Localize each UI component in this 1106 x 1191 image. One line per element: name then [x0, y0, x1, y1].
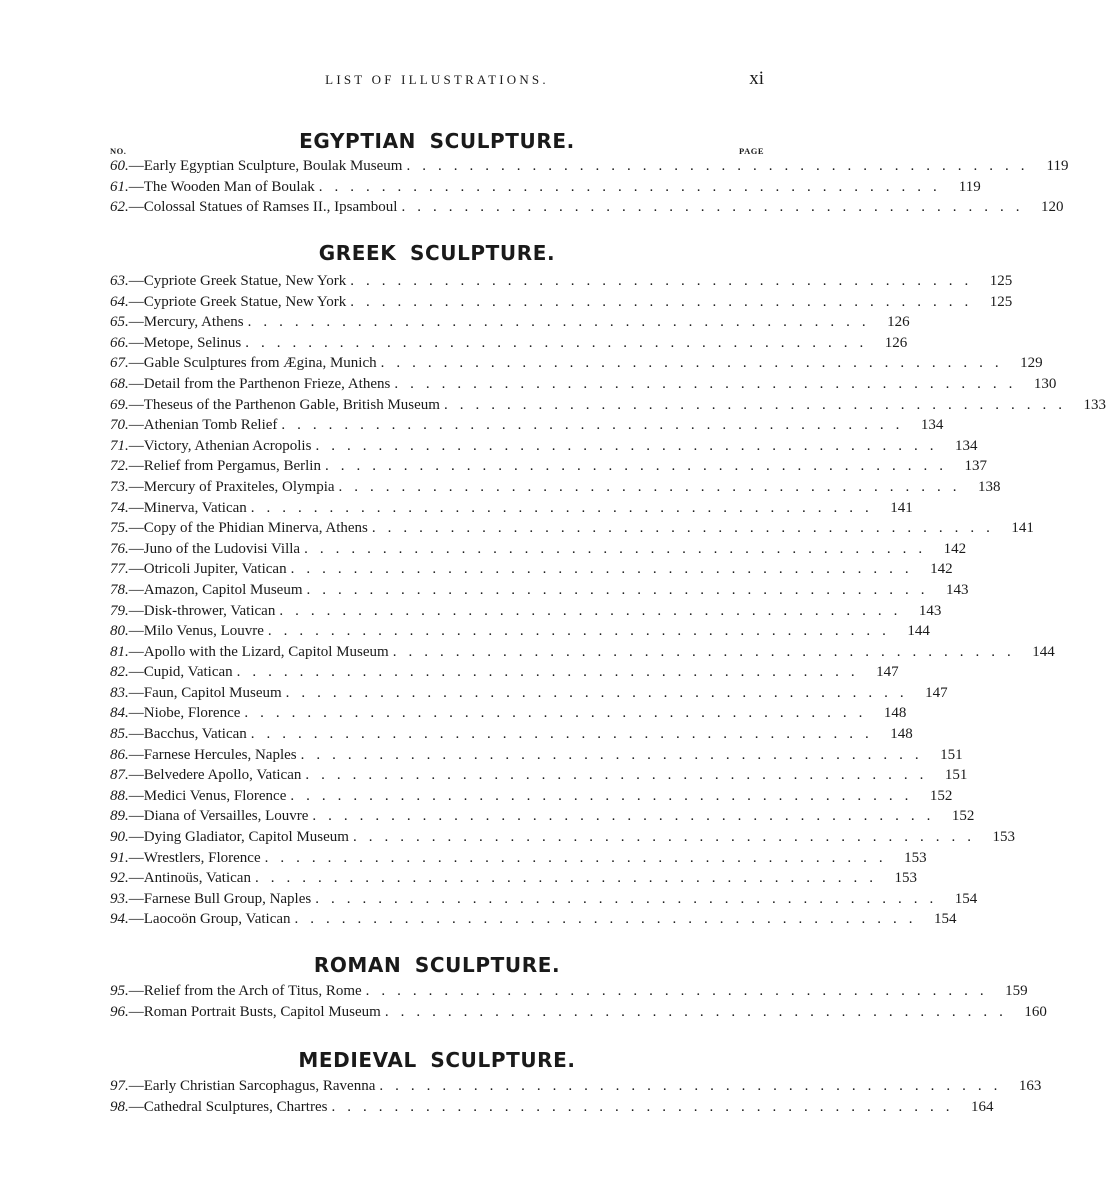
illustration-entry: [110, 177, 981, 198]
entry-page-number: 148: [883, 705, 907, 722]
entry-title: —Relief from Pergamus, Berlin: [128, 458, 321, 475]
dot-leader: ........................................: [244, 705, 875, 722]
entry-title: —Cupid, Vatican: [128, 664, 233, 681]
entry-title: —Roman Portrait Busts, Capitol Museum: [128, 1003, 381, 1020]
dot-leader: ........................................: [267, 623, 898, 640]
illustration-entry: [110, 642, 1055, 663]
dot-leader: ........................................: [312, 808, 943, 825]
entry-title: —Athenian Tomb Relief: [128, 417, 278, 434]
entry-page-number: 134: [920, 417, 944, 434]
illustration-entry: [110, 1097, 994, 1118]
entry-number: 67.: [110, 355, 129, 372]
entry-list: [110, 1076, 1042, 1117]
dot-leader: ........................................: [379, 1078, 1010, 1094]
illustration-entry: [110, 271, 1013, 292]
dot-leader: ........................................: [315, 437, 946, 454]
entry-page-number: 142: [943, 540, 967, 557]
entry-page-number: 130: [1033, 375, 1057, 392]
entry-page-number: 151: [940, 746, 963, 763]
entry-title: —Mercury of Praxiteles, Olympia: [128, 478, 335, 495]
entry-number: 79.: [110, 602, 129, 619]
entry-number: 60.: [110, 158, 129, 174]
illustration-entry: [110, 333, 908, 354]
entry-number: 86.: [110, 746, 129, 763]
illustration-entry: [110, 745, 963, 766]
illustration-entry: [110, 353, 1043, 374]
entry-page-number: 126: [887, 314, 910, 331]
entry-page-number: 152: [951, 808, 975, 825]
dot-leader: ........................................: [250, 499, 881, 516]
entry-number: 91.: [110, 849, 129, 866]
entry-number: 93.: [110, 890, 129, 907]
illustration-entry: [110, 415, 944, 436]
entry-page-number: 144: [907, 623, 930, 640]
entry-number: 84.: [110, 705, 129, 722]
entry-title: —Dying Gladiator, Capitol Museum: [128, 829, 349, 846]
section-medieval: [110, 1047, 1042, 1117]
entry-title: —Metope, Selinus: [128, 334, 242, 351]
entry-title: —Farnese Hercules, Naples: [128, 746, 297, 763]
dot-leader: ........................................: [350, 273, 981, 289]
illustration-entry: [110, 683, 948, 704]
illustration-entry: [110, 1002, 1047, 1023]
entry-title: —Disk-thrower, Vatican: [128, 602, 276, 619]
entry-title: —Cypriote Greek Statue, New York: [128, 293, 347, 310]
entry-title: —Milo Venus, Louvre: [128, 623, 264, 640]
dot-leader: ........................................: [236, 664, 867, 681]
illustration-entry: [110, 395, 1106, 416]
entry-page-number: 154: [954, 890, 978, 907]
entry-page-number: 142: [930, 561, 953, 578]
entry-page-number: 141: [1011, 520, 1034, 537]
entry-page-number: 129: [1020, 355, 1043, 372]
entry-page-number: 153: [992, 829, 1015, 846]
entry-number: 73.: [110, 478, 129, 495]
dot-leader: ........................................: [279, 602, 910, 619]
entry-title: —Theseus of the Parthenon Gable, British Museum: [128, 396, 440, 413]
entry-title: —Medici Venus, Florence: [128, 787, 287, 804]
dot-leader: ........................................: [392, 643, 1023, 660]
entry-title: —Victory, Athenian Acropolis: [128, 437, 312, 454]
entry-title: —Cathedral Sculptures, Chartres: [128, 1098, 328, 1115]
entry-number: 61.: [110, 178, 129, 195]
entry-page-number: 164: [970, 1098, 994, 1115]
illustration-entry: [110, 601, 942, 622]
dot-leader: ........................................: [380, 355, 1011, 372]
entry-title: —Apollo with the Lizard, Capitol Museum: [128, 643, 389, 660]
entry-page-number: 119: [958, 178, 981, 195]
entry-number: 75.: [110, 520, 129, 537]
entry-number: 87.: [110, 767, 129, 784]
entry-title: —Detail from the Parthenon Frieze, Athens: [128, 375, 391, 392]
section-egyptian: [110, 128, 1069, 218]
entry-number: 77.: [110, 561, 129, 578]
entry-page-number: 159: [1005, 983, 1028, 999]
entry-number: 63.: [110, 273, 129, 289]
entry-title: —Faun, Capitol Museum: [128, 684, 282, 701]
entry-page-number: 153: [894, 870, 917, 887]
entry-page-number: 148: [890, 726, 913, 743]
dot-leader: ........................................: [443, 396, 1074, 413]
dot-leader: ........................................: [305, 767, 936, 784]
entry-list: [110, 156, 1069, 218]
entry-title: —Mercury, Athens: [128, 314, 244, 331]
entry-page-number: 134: [954, 437, 978, 454]
illustration-entry: [110, 765, 968, 786]
illustration-entry: [110, 374, 1057, 395]
section-title: GREEK SCULPTURE.: [318, 241, 556, 265]
entry-page-number: 143: [918, 602, 942, 619]
illustration-entry: [110, 981, 1028, 1002]
illustration-entry: [110, 1076, 1042, 1097]
entry-number: 85.: [110, 726, 129, 743]
dot-leader: ........................................: [306, 581, 937, 598]
dot-leader: ........................................: [300, 746, 931, 763]
dot-leader: ........................................: [285, 684, 916, 701]
entry-number: 74.: [110, 499, 129, 516]
entry-page-number: 120: [1040, 199, 1064, 216]
entry-title: —Amazon, Capitol Museum: [128, 581, 303, 598]
dot-leader: ........................................: [281, 417, 912, 434]
illustration-entry: [110, 662, 899, 683]
entry-number: 68.: [110, 375, 129, 392]
illustration-entry: [110, 580, 969, 601]
column-headings: [110, 146, 764, 156]
dot-leader: ........................................: [318, 178, 949, 195]
dot-leader: ........................................: [290, 561, 921, 578]
entry-page-number: 137: [964, 458, 987, 475]
entry-number: 65.: [110, 314, 129, 331]
dot-leader: ........................................: [324, 458, 955, 475]
entry-title: —The Wooden Man of Boulak: [128, 178, 315, 195]
dot-leader: ........................................: [371, 520, 1002, 537]
dot-leader: ........................................: [394, 375, 1025, 392]
dot-leader: ........................................: [290, 787, 921, 804]
entry-title: —Relief from the Arch of Titus, Rome: [128, 983, 362, 999]
entry-number: 96.: [110, 1003, 129, 1020]
entry-title: —Farnese Bull Group, Naples: [128, 890, 312, 907]
illustration-entry: [110, 197, 1064, 218]
illustration-entry: [110, 312, 910, 333]
illustration-entry: [110, 889, 978, 910]
dot-leader: ........................................: [247, 314, 878, 331]
entry-number: 81.: [110, 643, 129, 660]
dot-leader: ........................................: [331, 1098, 962, 1115]
entry-number: 94.: [110, 911, 129, 928]
section-title: EGYPTIAN SCULPTURE.: [299, 129, 575, 153]
section-title: MEDIEVAL SCULPTURE.: [298, 1048, 576, 1072]
dot-leader: ........................................: [250, 726, 881, 743]
entry-number: 66.: [110, 334, 129, 351]
entry-number: 62.: [110, 199, 129, 216]
illustration-entry: [110, 498, 913, 519]
entry-title: —Early Christian Sarcophagus, Ravenna: [128, 1078, 376, 1094]
entry-title: —Minerva, Vatican: [128, 499, 247, 516]
entry-number: 90.: [110, 829, 129, 846]
entry-title: —Copy of the Phidian Minerva, Athens: [128, 520, 368, 537]
illustration-entry: [110, 806, 975, 827]
entry-page-number: 119: [1046, 158, 1069, 174]
entry-number: 92.: [110, 870, 129, 887]
entry-title: —Colossal Statues of Ramses II., Ipsamboul: [128, 199, 398, 216]
dot-leader: ........................................: [254, 870, 885, 887]
dot-leader: ........................................: [245, 334, 876, 351]
dot-leader: ........................................: [401, 199, 1032, 216]
entry-title: —Otricoli Jupiter, Vatican: [128, 561, 287, 578]
column-page-label: PAGE: [739, 146, 764, 156]
entry-page-number: 125: [989, 273, 1013, 289]
entry-title: —Antinoüs, Vatican: [128, 870, 251, 887]
entry-number: 80.: [110, 623, 129, 640]
entry-page-number: 125: [989, 293, 1013, 310]
section-title: ROMAN SCULPTURE.: [313, 953, 561, 977]
entry-title: —Niobe, Florence: [128, 705, 241, 722]
column-no-label: NO.: [110, 146, 127, 156]
entry-page-number: 153: [904, 849, 927, 866]
dot-leader: ........................................: [406, 158, 1037, 174]
entry-number: 64.: [110, 293, 129, 310]
dot-leader: ........................................: [315, 890, 946, 907]
illustration-entry: [110, 827, 1015, 848]
entry-title: —Diana of Versailles, Louvre: [128, 808, 309, 825]
entry-number: 69.: [110, 396, 129, 413]
entry-title: —Belvedere Apollo, Vatican: [128, 767, 302, 784]
entry-page-number: 144: [1032, 643, 1055, 660]
entry-page-number: 160: [1024, 1003, 1047, 1020]
entry-number: 78.: [110, 581, 129, 598]
illustration-entry: [110, 456, 987, 477]
section-greek: [110, 240, 1106, 930]
entry-title: —Laocoön Group, Vatican: [128, 911, 291, 928]
entry-title: —Cypriote Greek Statue, New York: [128, 273, 347, 289]
dot-leader: ........................................: [304, 540, 935, 557]
entry-number: 76.: [110, 540, 129, 557]
page-number: xi: [749, 68, 764, 89]
illustration-entry: [110, 518, 1034, 539]
entry-page-number: 154: [934, 911, 957, 928]
dot-leader: ........................................: [350, 293, 981, 310]
entry-page-number: 147: [925, 684, 948, 701]
illustration-entry: [110, 848, 927, 869]
entry-page-number: 141: [890, 499, 913, 516]
illustration-entry: [110, 156, 1069, 177]
entry-list: [110, 981, 1047, 1022]
dot-leader: ........................................: [365, 983, 996, 999]
dot-leader: ........................................: [384, 1003, 1015, 1020]
entry-number: 83.: [110, 684, 129, 701]
running-head: [110, 70, 764, 90]
entry-number: 71.: [110, 437, 129, 454]
illustration-entry: [110, 477, 1001, 498]
entry-number: 88.: [110, 787, 129, 804]
dot-leader: ........................................: [352, 829, 983, 846]
entry-page-number: 147: [876, 664, 899, 681]
entry-number: 82.: [110, 664, 129, 681]
entry-page-number: 126: [884, 334, 908, 351]
entry-number: 95.: [110, 983, 129, 999]
illustration-entry: [110, 539, 967, 560]
entry-number: 97.: [110, 1078, 129, 1094]
entry-page-number: 163: [1018, 1078, 1042, 1094]
entry-page-number: 133: [1083, 396, 1106, 413]
entry-number: 89.: [110, 808, 129, 825]
entry-title: —Wrestlers, Florence: [128, 849, 261, 866]
illustration-entry: [110, 559, 953, 580]
illustration-entry: [110, 909, 957, 930]
illustration-entry: [110, 868, 917, 889]
entry-title: —Bacchus, Vatican: [128, 726, 247, 743]
entry-page-number: 143: [945, 581, 969, 598]
running-title: LIST OF ILLUSTRATIONS.: [325, 72, 549, 87]
entry-title: —Gable Sculptures from Ægina, Munich: [128, 355, 377, 372]
illustration-entry: [110, 703, 907, 724]
illustration-entry: [110, 292, 1013, 313]
section-roman: [110, 952, 1047, 1022]
dot-leader: ........................................: [294, 911, 925, 928]
entry-list: [110, 271, 1106, 930]
dot-leader: ........................................: [338, 478, 969, 495]
entry-page-number: 138: [978, 478, 1001, 495]
entry-number: 70.: [110, 417, 129, 434]
entry-title: —Juno of the Ludovisi Villa: [128, 540, 301, 557]
illustration-entry: [110, 786, 953, 807]
entry-number: 98.: [110, 1098, 129, 1115]
entry-page-number: 151: [944, 767, 968, 784]
entry-page-number: 152: [929, 787, 953, 804]
illustration-entry: [110, 436, 978, 457]
entry-title: —Early Egyptian Sculpture, Boulak Museum: [128, 158, 403, 174]
entry-number: 72.: [110, 458, 129, 475]
dot-leader: ........................................: [264, 849, 895, 866]
illustration-entry: [110, 724, 913, 745]
illustration-entry: [110, 621, 930, 642]
